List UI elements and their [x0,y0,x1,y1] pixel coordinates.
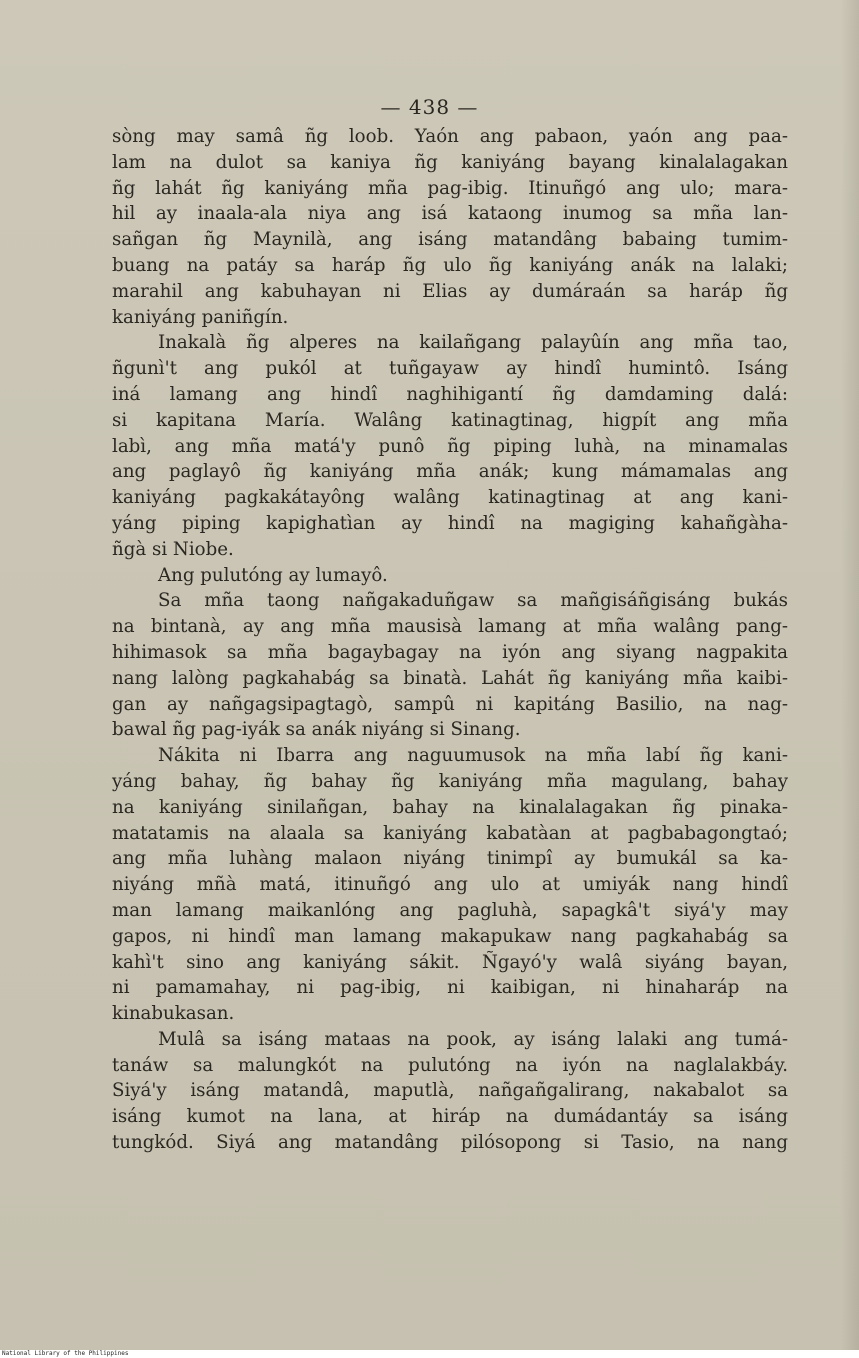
text-line: kaniyáng pagkakátayông walâng katinagtinag at ang kani- [112,487,788,509]
page-number: — 438 — [380,95,479,119]
text-line: hil ay inaala-ala niya ang isá kataong inumog sa mña lan- [112,203,788,225]
text-line: gapos, ni hindî man lamang makapukaw nang pagkahabág sa [112,925,788,947]
text-line: bawal ñg pag-iyák sa anák niyáng si Sinang. [112,719,521,741]
text-line: ñgà si Niobe. [112,538,234,560]
text-line: ang mña luhàng malaon niyáng tinimpî ay bumukál sa ka- [112,848,788,870]
text-line: si kapitana María. Walâng katinagtinag, higpít ang mña [112,409,788,431]
text-line: yáng bahay, ñg bahay ñg kaniyáng mña magulang, bahay [112,770,788,792]
text-line: Siyá'y isáng matandâ, maputlà, nañgañgalirang, nakabalot sa [112,1080,788,1102]
text-line: man lamang maikanlóng ang pagluhà, sapagkâ't siyá'y may [112,899,788,921]
text-line: sòng may samâ ñg loob. Yaón ang pabaon, yaón ang paa- [112,126,788,147]
text-line: Mulâ sa isáng mataas na pook, ay isáng lalaki ang tumá- [158,1028,788,1050]
text-line: ni pamamahay, ni pag-ibig, ni kaibigan, ni hinaharáp na [112,977,788,999]
text-line: na bintanà, ay ang mña mausisà lamang at mña walâng pang- [112,616,788,638]
page-edge-shadow [841,0,859,1350]
footer-credit: National Library of the Philippines [0,1350,859,1358]
text-line: yáng piping kapighatìan ay hindî na magiging kahañgàha- [112,512,788,534]
text-line: kaniyáng paniñgín. [112,306,289,328]
text-line: Ang pulutóng ay lumayô. [158,564,388,586]
text-line: iná lamang ang hindî naghihigantí ñg damdaming dalá: [112,383,788,405]
text-line: Sa mña taong nañgakaduñgaw sa mañgisáñgisáng bukás [158,590,788,612]
text-line: marahil ang kabuhayan ni Elias ay dumáraán sa haráp ñg [112,280,788,302]
text-line: lam na dulot sa kaniya ñg kaniyáng bayang kinalalagakan [112,151,788,173]
text-line: kahì't sino ang kaniyáng sákit. Ñgayó'y walâ siyáng bayan, [112,951,788,973]
text-line: isáng kumot na lana, at hiráp na dumádantáy sa isáng [112,1106,788,1128]
text-line: kinabukasan. [112,1003,235,1025]
text-line: matatamis na alaala sa kaniyáng kabatàan at pagbabagongtaó; [112,822,788,844]
text-line: hihimasok sa mña bagaybagay na iyón ang siyang nagpakita [112,641,788,663]
text-line: nang lalòng pagkahabág sa binatà. Lahát ñg kaniyáng mña kaibi- [112,667,788,689]
text-line: tanáw sa malungkót na pulutóng na iyón na naglalakbáy. [112,1054,788,1076]
text-line: sañgan ñg Maynilà, ang isáng matandâng babaing tumim- [112,229,788,251]
text-line: ñgunì't ang pukól at tuñgayaw ay hindî humintô. Isáng [112,358,788,380]
text-line: na kaniyáng sinilañgan, bahay na kinalalagakan ñg pinaka- [112,796,788,818]
text-line: Inakalà ñg alperes na kailañgang palayûín ang mña tao, [158,332,788,354]
text-line: niyáng mñà matá, itinuñgó ang ulo at umiyák nang hindî [112,874,788,896]
text-line: labì, ang mña matá'y punô ñg piping luhà, na minamalas [112,435,788,457]
text-line: ang paglayô ñg kaniyáng mña anák; kung mámamalas ang [112,461,788,483]
text-line: ñg lahát ñg kaniyáng mña pag-ibig. Itinuñgó ang ulo; mara- [112,177,788,199]
text-line: gan ay nañgagsipagtagò, sampû ni kapitáng Basilio, na nag- [112,693,788,715]
body-text [112,124,788,1156]
text-line: Nákita ni Ibarra ang naguumusok na mña labí ñg kani- [158,745,788,767]
text-line: buang na patáy sa haráp ñg ulo ñg kaniyáng anák na lalaki; [112,254,788,276]
text-line: tungkód. Siyá ang matandâng pilósopong si Tasio, na nang [112,1132,788,1154]
